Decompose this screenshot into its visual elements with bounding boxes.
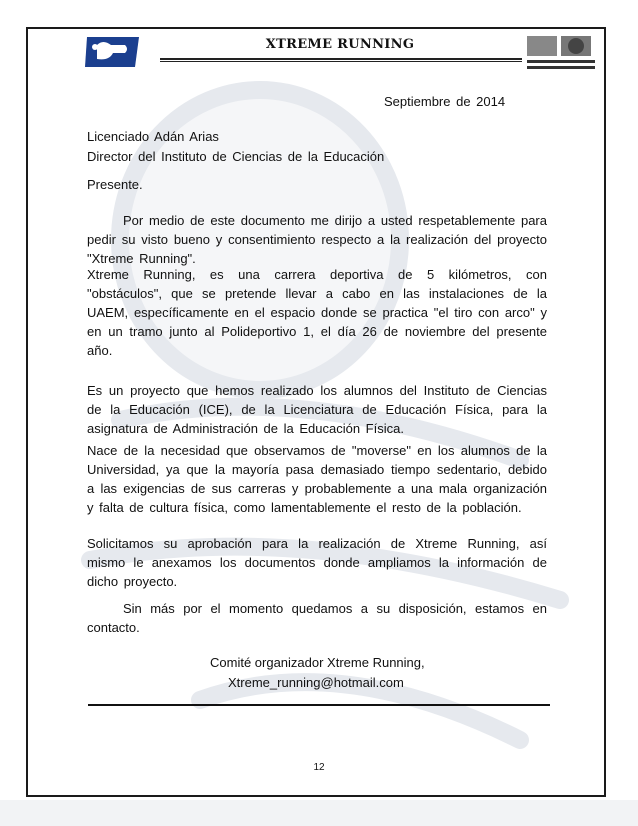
- paragraph-event: Xtreme Running, es una carrera deportiva de 5 kilómetros, con "obstáculos", que se pretende llevar a cabo en las instalaciones de la UAEM, específicamente en el espacio donde se practica "el tiro con arco" y en un tramo junto al Polideportivo 1, el día 26 de noviembre del presente año.: [87, 267, 547, 358]
- paragraph-project: Es un proyecto que hemos realizado los alumnos del Instituto de Ciencias de la Educación (ICE), de la Licenciatura de Educación Física, para la asignatura de Administración de la Educación Física.: [87, 383, 547, 436]
- paragraph-need: Nace de la necesidad que observamos de "moverse" en los alumnos de la Universidad, ya que la mayoría pasa demasiado tiempo sedentario, debido a las exigencias de sus carreras y probablemente a una mala organización y falta de cultura física, como lamentablemente el resto de la población.: [87, 443, 547, 515]
- hand-logo-icon: [83, 33, 143, 71]
- header-divider: [160, 58, 522, 62]
- paragraph-request: Solicitamos su aprobación para la realización de Xtreme Running, así mismo le anexamos los documentos donde ampliamos la información de dicho proyecto.: [87, 536, 547, 589]
- letter-date: Septiembre de 2014: [384, 94, 506, 109]
- signature-committee: Comité organizador Xtreme Running,: [210, 655, 425, 670]
- signature-email: Xtreme_running@hotmail.com: [228, 675, 404, 690]
- salutation: Presente.: [87, 177, 143, 192]
- footer-divider: [88, 704, 550, 706]
- university-seal-logo: [525, 34, 597, 76]
- paragraph-intro: Por medio de este documento me dirijo a usted respetablemente para pedir su visto bueno y consentimiento respecto a la realización del proyecto "Xtreme Running".: [87, 213, 547, 266]
- recipient-name: Licenciado Adán Arias: [87, 129, 219, 144]
- signature-block: [210, 653, 425, 693]
- paragraph-closing: Sin más por el momento quedamos a su disposición, estamos en contacto.: [87, 601, 547, 635]
- recipient-position: Director del Instituto de Ciencias de la Educación: [87, 149, 385, 164]
- recipient-block: [87, 127, 384, 167]
- page-number: 12: [313, 762, 325, 773]
- header-title: XTREME RUNNING: [265, 37, 415, 52]
